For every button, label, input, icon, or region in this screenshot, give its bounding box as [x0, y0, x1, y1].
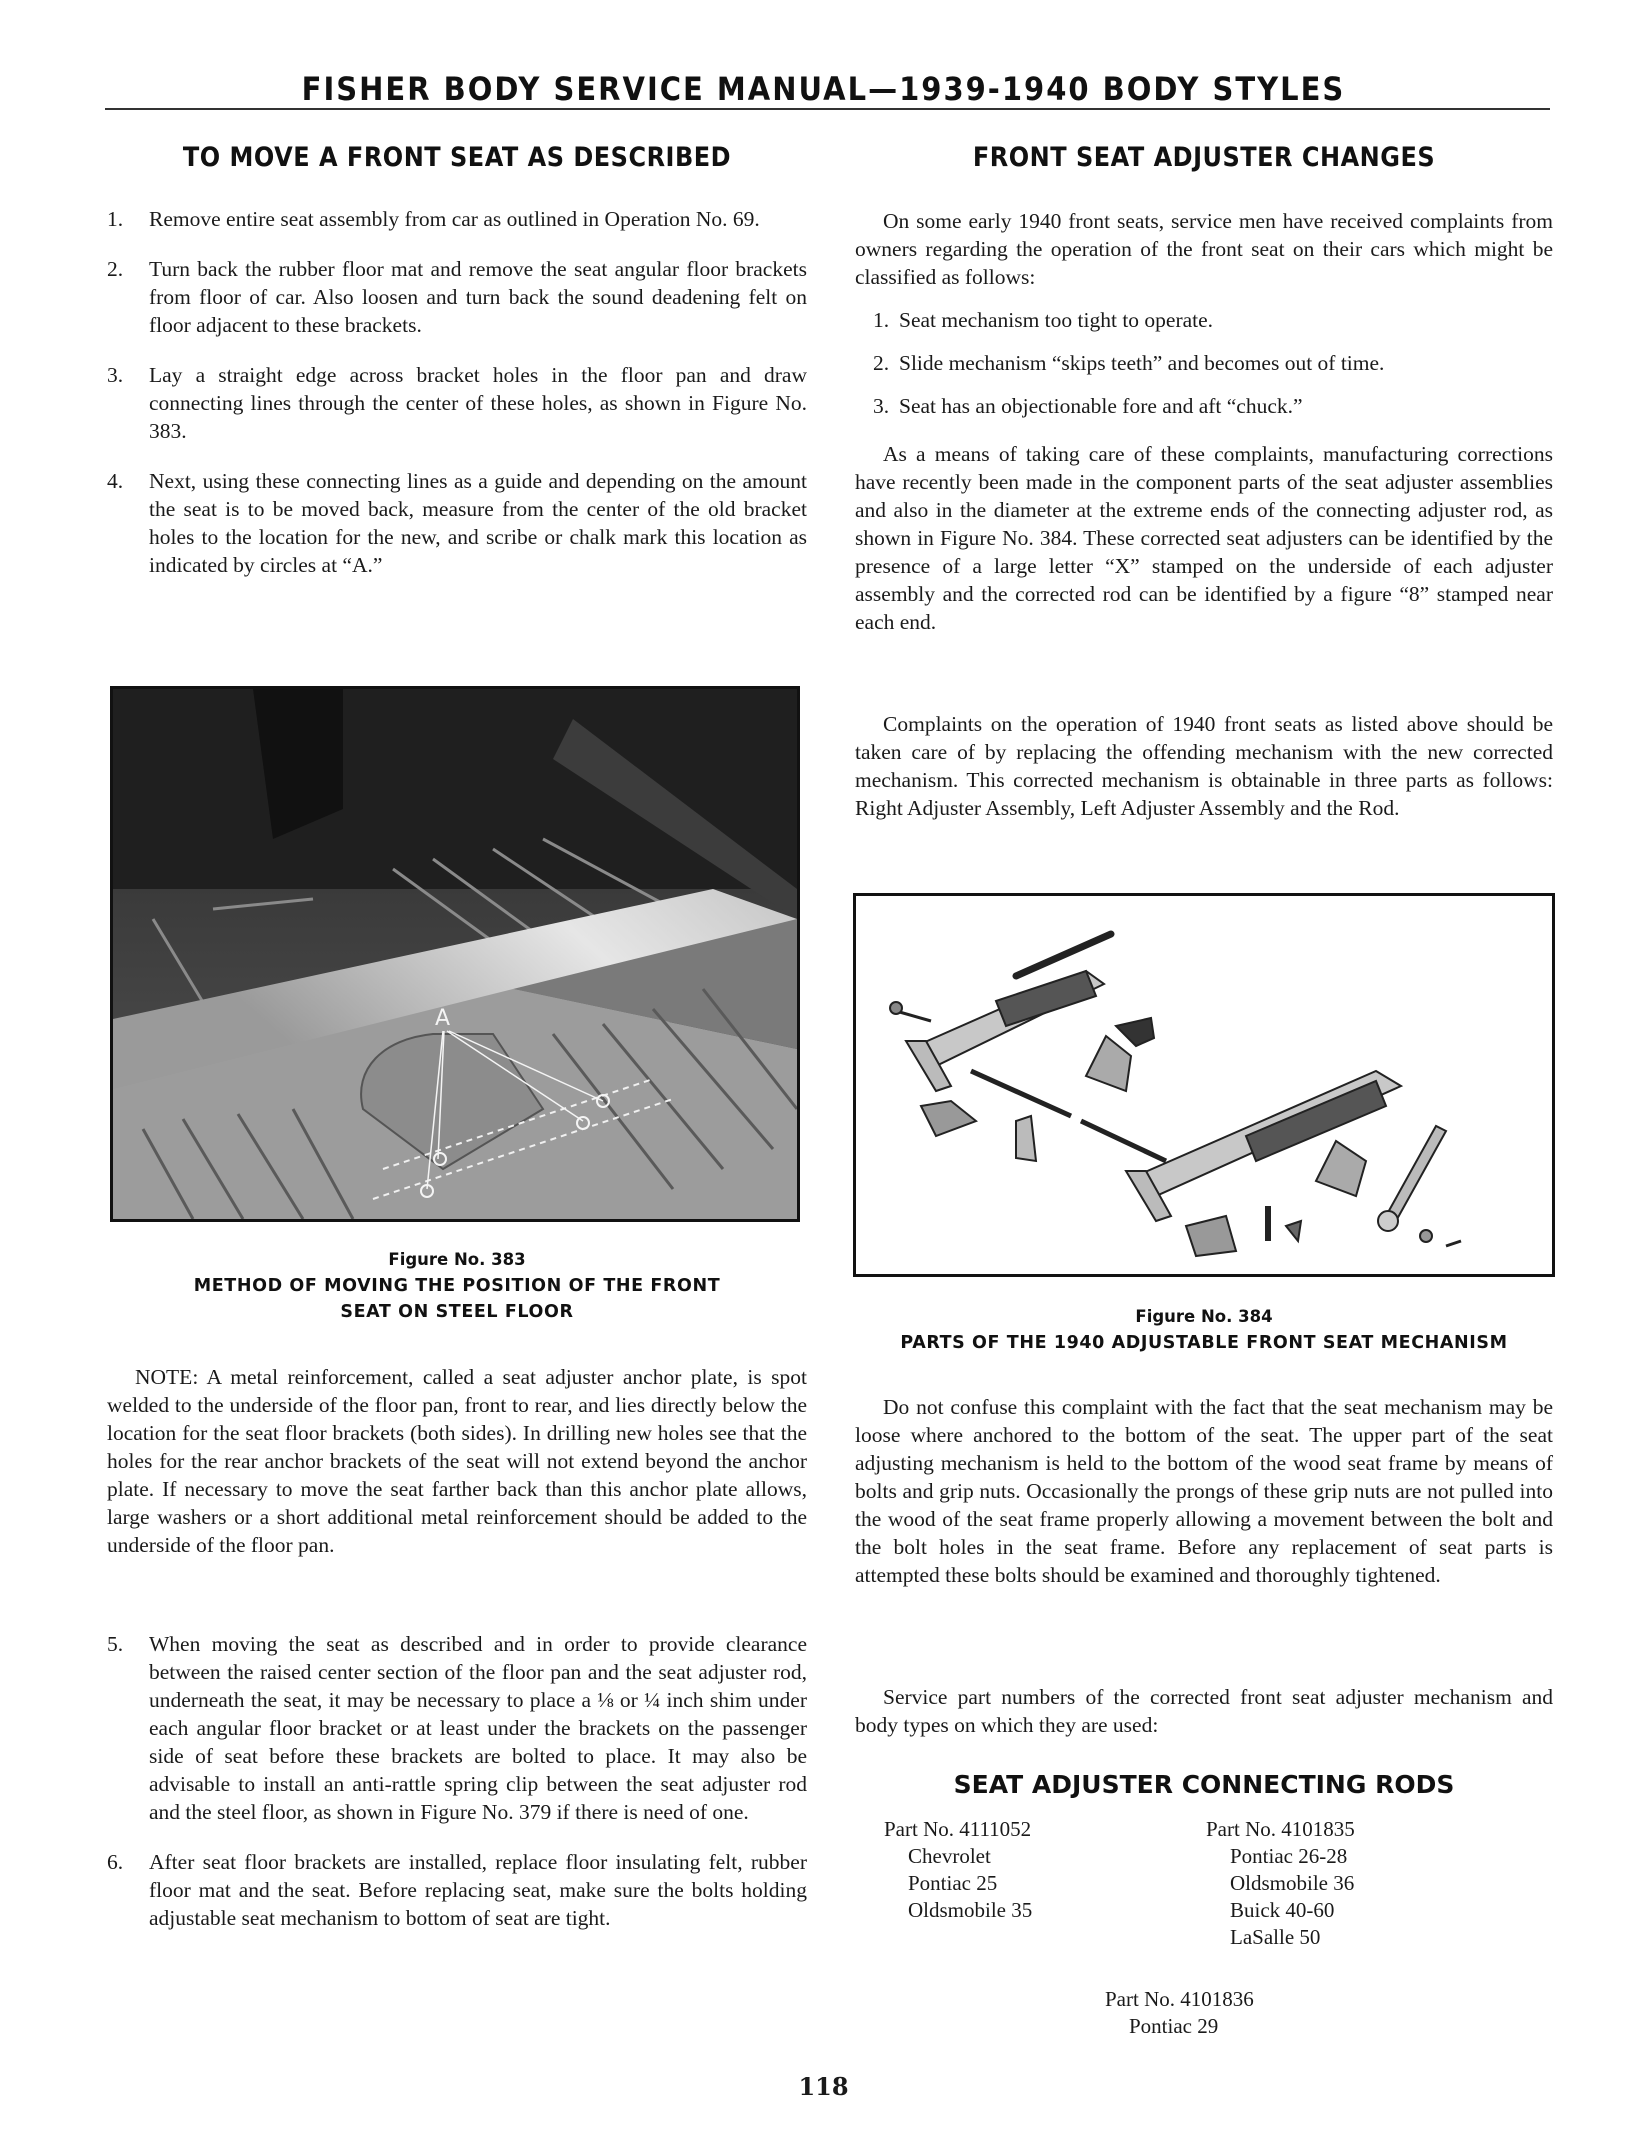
- left-steps-list: [107, 205, 807, 579]
- step-number: 2.: [107, 257, 124, 281]
- header-rule: [105, 108, 1550, 110]
- complaints-list: [855, 306, 1553, 420]
- figure-384-drawing: [853, 893, 1555, 1277]
- note-paragraph: NOTE: A metal reinforcement, called a seat adjuster anchor plate, is spot welded to the underside of the floor pan, front to rear, and lies directly below the location for the seat floor brackets (both sides). In drilling new holes see that the holes for the rear anchor brackets of the seat will not extend beyond the anchor plate. If necessary to move the seat farther back than this anchor plate allows, large washers or a short additional metal reinforcement should be added to the underside of the floor pan.: [107, 1365, 807, 1557]
- part-number: Part No. 4101835: [1206, 1817, 1355, 1841]
- intro-paragraph: On some early 1940 front seats, service men have received complaints from owners regarding the operation of the front seat on their cars which might be classified as follows:: [855, 209, 1553, 289]
- part-entry-4111052: [884, 1816, 1164, 1924]
- figure-384-caption: PARTS OF THE 1940 ADJUSTABLE FRONT SEAT MECHANISM: [900, 1333, 1508, 1353]
- floor-pan-illustration: [113, 689, 797, 1219]
- part-entry-4101836: [1105, 1986, 1365, 2040]
- replacement-paragraph: Complaints on the operation of 1940 front seats as listed above should be taken care of by replacing the offending mechanism with the new corrected mechanism. This corrected mechanism is obtainable in three parts as follows: Right Adjuster Assembly, Left Adjuster Assembly and the Rod.: [855, 712, 1553, 820]
- complaint-number: 1.: [873, 308, 890, 332]
- corrections-paragraph: As a means of taking care of these complaints, manufacturing corrections have recently been made in the component parts of the seat adjuster assemblies and also in the diameter at the extreme ends of the connecting adjuster rod, as shown in Figure No. 384. These corrected seat adjusters can be identified by the presence of a large letter “X” stamped on the underside of each adjuster assembly and the corrected rod can be identified by a figure “8” stamped near each end.: [855, 442, 1553, 634]
- model-name: Oldsmobile 35: [908, 1898, 1033, 1922]
- part-number: Part No. 4111052: [884, 1817, 1032, 1841]
- right-section-heading: FRONT SEAT ADJUSTER CHANGES: [972, 141, 1436, 173]
- step-2: [107, 255, 807, 339]
- figure-383-label: Figure No. 383: [388, 1250, 526, 1269]
- confuse-paragraph: Do not confuse this complaint with the fact that the seat mechanism may be loose where anchored to the bottom of the seat. The upper part of the seat adjusting mechanism is held to the bottom of the wood seat frame by means of bolts and grip nuts. Occasionally the prongs of these grip nuts are not pulled into the wood of the seat frame properly allowing a movement between the bolt and the bolt holes in the seat frame. Before any replacement of seat parts is attempted these bolts should be examined and thoroughly tightened.: [855, 1395, 1553, 1587]
- left-section-heading: TO MOVE A FRONT SEAT AS DESCRIBED: [182, 141, 732, 173]
- step-1: [107, 205, 807, 233]
- model-name: Pontiac 26-28: [1230, 1844, 1348, 1868]
- model-name: Buick 40-60: [1230, 1898, 1335, 1922]
- complaint-number: 3.: [873, 394, 890, 418]
- step-6: [107, 1848, 807, 1932]
- complaint-text: Seat mechanism too tight to operate.: [899, 308, 1214, 332]
- step-number: 4.: [107, 469, 124, 493]
- step-number: 1.: [107, 207, 124, 231]
- service-paragraph: Service part numbers of the corrected front seat adjuster mechanism and body types on which they are used:: [855, 1685, 1553, 1737]
- figure-383-photo: [110, 686, 800, 1222]
- part-entry-4101835: [1206, 1816, 1506, 1951]
- step-text: Next, using these connecting lines as a guide and depending on the amount the seat is to be moved back, measure from the center of the old bracket holes to the location for the new, and scribe or chalk mark this location as indicated by circles at “A.”: [149, 469, 807, 577]
- callout-a-label: A: [435, 1006, 451, 1031]
- complaint-text: Seat has an objectionable fore and aft “chuck.”: [899, 394, 1303, 418]
- step-number: 6.: [107, 1850, 124, 1874]
- model-name: Pontiac 25: [908, 1871, 998, 1895]
- running-header: FISHER BODY SERVICE MANUAL—1939-1940 BODY STYLES: [301, 70, 1346, 108]
- step-number: 5.: [107, 1632, 124, 1656]
- complaint-number: 2.: [873, 351, 890, 375]
- figure-383-caption-line2: SEAT ON STEEL FLOOR: [340, 1302, 574, 1322]
- step-4: [107, 467, 807, 579]
- complaint-text: Slide mechanism “skips teeth” and becomes out of time.: [899, 351, 1385, 375]
- model-name: Oldsmobile 36: [1230, 1871, 1355, 1895]
- complaint-3: [855, 392, 1553, 420]
- step-3: [107, 361, 807, 445]
- model-name: Pontiac 29: [1129, 2014, 1219, 2038]
- figure-384-label: Figure No. 384: [1135, 1307, 1273, 1326]
- page-number: 118: [798, 2072, 849, 2101]
- step-text: After seat floor brackets are installed, replace floor insulating felt, rubber floor mat and the seat. Before replacing seat, make sure the bolts holding adjustable seat mechanism to bottom of seat are tight.: [149, 1850, 807, 1930]
- step-text: Remove entire seat assembly from car as outlined in Operation No. 69.: [149, 207, 760, 231]
- step-text: Lay a straight edge across bracket holes in the floor pan and draw connecting lines through the center of these holes, as shown in Figure No. 383.: [149, 363, 807, 443]
- left-steps-continued: [107, 1630, 807, 1932]
- step-5: [107, 1630, 807, 1826]
- complaint-1: [855, 306, 1553, 334]
- parts-table-heading: SEAT ADJUSTER CONNECTING RODS: [953, 1770, 1455, 1799]
- figure-383-caption: [107, 1273, 807, 1325]
- part-number: Part No. 4101836: [1105, 1987, 1254, 2011]
- step-number: 3.: [107, 363, 124, 387]
- complaint-2: [855, 349, 1553, 377]
- seat-mechanism-parts-illustration: [856, 896, 1552, 1274]
- step-text: Turn back the rubber floor mat and remove the seat angular floor brackets from floor of car. Also loosen and turn back the sound deadening felt on floor adjacent to these brackets.: [149, 257, 807, 337]
- model-name: LaSalle 50: [1230, 1925, 1321, 1949]
- figure-383-caption-line1: METHOD OF MOVING THE POSITION OF THE FRONT: [193, 1276, 721, 1296]
- step-text: When moving the seat as described and in order to provide clearance between the raised center section of the floor pan and the seat adjuster rod, underneath the seat, it may be necessary to place a ⅛ or ¼ inch shim under each angular floor bracket or at least under the brackets on the passenger side of seat before these brackets are bolted to place. It may also be advisable to install an anti-rattle spring clip between the seat adjuster rod and the steel floor, as shown in Figure No. 379 if there is need of one.: [149, 1632, 807, 1824]
- model-name: Chevrolet: [908, 1844, 991, 1868]
